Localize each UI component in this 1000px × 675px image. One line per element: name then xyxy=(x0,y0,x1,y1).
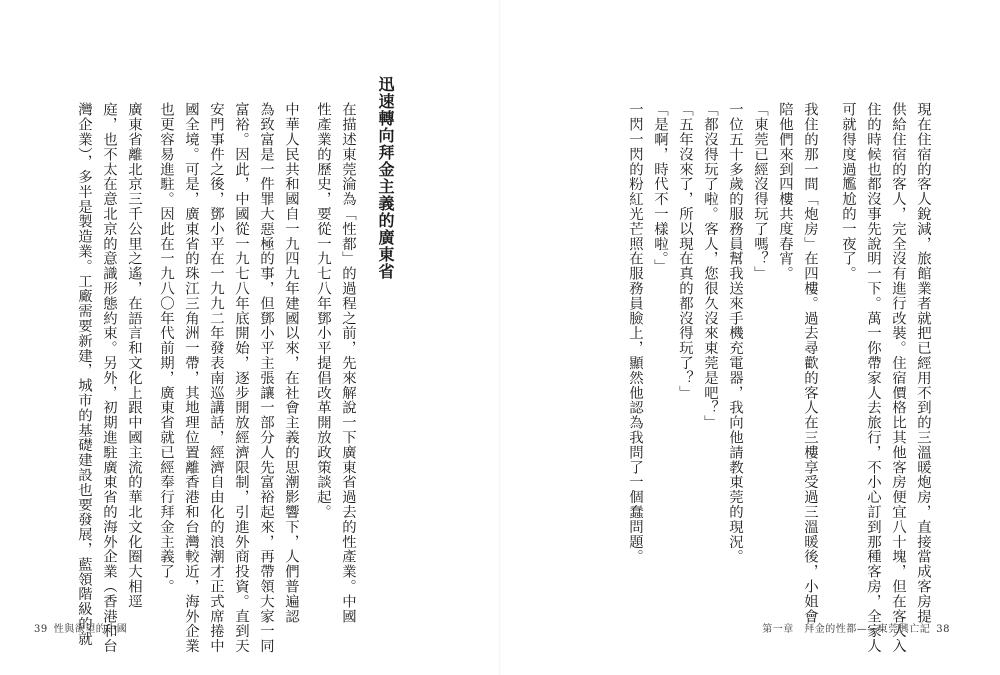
text-line: 性產業的歷史，要從一九七八年鄧小平提倡改革開放政策談起。 xyxy=(315,102,331,520)
text-line: 住的時候也都沒事先說明一下。萬一你帶家人去旅行，不小心訂到那種客房，全家人 xyxy=(865,102,881,654)
text-line: 中華人民共和國自一九四九年建國以來，在社會主義的思潮影響下，人們普遍認 xyxy=(283,102,299,624)
text-line: 為致富是一件罪大惡極的事，但鄧小平主張讓一部分人先富裕起來，再帶領大家一同 xyxy=(258,102,274,654)
text-line: 「是啊，時代不一樣啦。」 xyxy=(652,102,668,274)
running-head: 第一章 拜金的性都——東莞興亡記 xyxy=(762,624,931,635)
left-footer xyxy=(34,620,133,635)
text-line: 我住的那一間「炮房」在四樓。過去尋歡的客人在三樓享受過三溫暖後，小姐會 xyxy=(802,102,818,624)
text-line: 廣東省離北京三千公里之遙，在語言和文化上跟中國主流的華北文化圈大相逕 xyxy=(126,102,142,609)
text-line: 灣企業），多半是製造業。工廠需要新建，城市的基礎建設也要發展，藍領階級的就 xyxy=(76,102,92,647)
text-line: 「東莞已經沒得玩了嗎？」 xyxy=(752,102,768,281)
text-line: 庭，也不太在意北京的意識形態約束。另外，初期進駐廣東省的海外企業（香港和台 xyxy=(101,102,117,654)
right-page xyxy=(500,0,1000,675)
text-line: 富裕。因此，中國從一九七八年底開始，逐步開放經濟限制，引進外商投資。直到天 xyxy=(233,102,249,654)
text-line: 現在住宿的客人銳減，旅館業者就把已經用不到的三溫暖炮房，直接當成客房提 xyxy=(915,102,931,624)
section-heading: 迅速轉向拜金主義的廣東省 xyxy=(376,76,395,280)
text-line: 一閃一閃的粉紅光芒照在服務員臉上，顯然他認為我問了一個蠢問題。 xyxy=(627,102,643,564)
text-line: 「五年沒來了，所以現在真的都沒得玩了？」 xyxy=(677,102,693,400)
text-line: 陪他們來到四樓共度春宵。 xyxy=(777,102,793,281)
text-line: 供給住宿的客人，完全沒有進行改裝。住宿價格比其他客房便宜八十塊，但在客人入 xyxy=(890,102,906,654)
right-footer xyxy=(762,620,956,635)
text-line: 可就得度過尷尬的一夜了。 xyxy=(840,102,856,281)
text-line: 在描述東莞淪為「性都」的過程之前，先來解說一下廣東省過去的性產業。中國 xyxy=(340,102,356,624)
text-line: 也更容易進駐。因此在一九八〇年代前期，廣東省就已經奉行拜金主義了。 xyxy=(158,102,174,594)
text-line: 安門事件之後，鄧小平在一九九二年發表南巡講話，經濟自由化的浪潮才正式席捲中 xyxy=(208,102,224,654)
text-line: 國全境。可是，廣東省的珠江三角洲一帶，其地理位置離香港和台灣較近，海外企業 xyxy=(183,102,199,654)
page-number: 39 xyxy=(34,624,48,635)
page-number: 38 xyxy=(936,624,950,635)
text-line: 「都沒得玩了啦。客人，您很久沒來東莞是吧？」 xyxy=(702,102,718,430)
text-line: 一位五十多歲的服務員幫我送來手機充電器，我向他請教東莞的現況。 xyxy=(727,102,743,564)
running-head: 性與欲望的中國 xyxy=(53,624,128,635)
